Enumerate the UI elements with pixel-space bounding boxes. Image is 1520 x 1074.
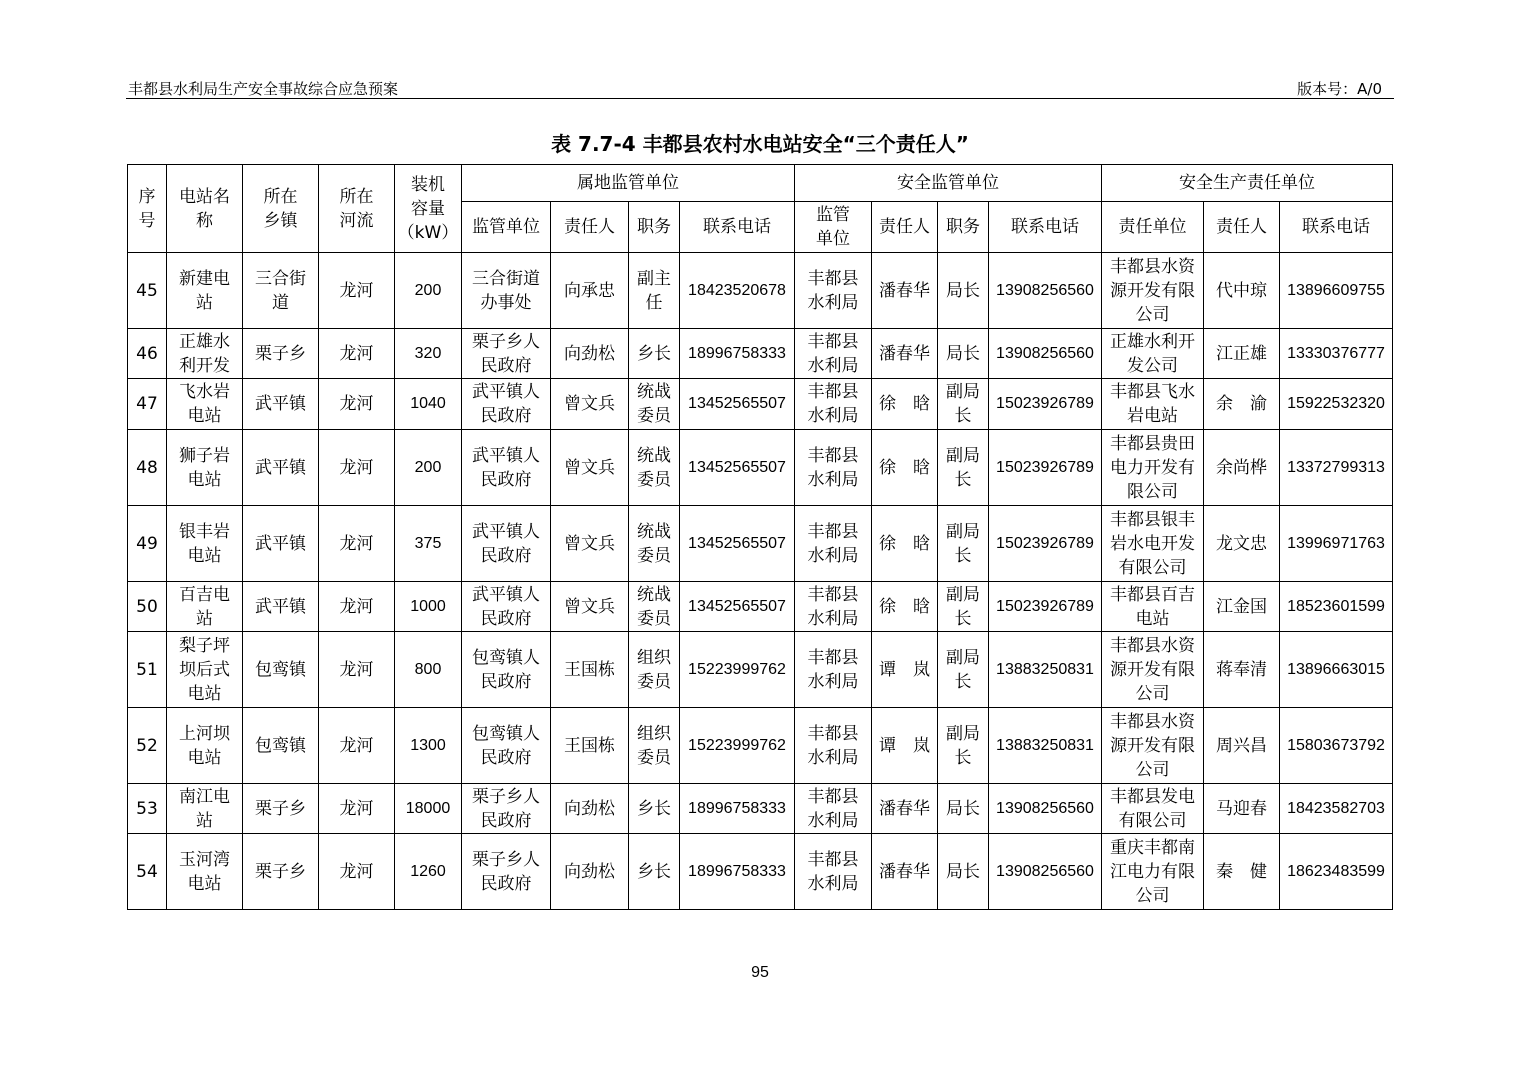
cell-prod-phone: 13330376777 xyxy=(1280,329,1393,379)
col-header-seq: 序 号 xyxy=(128,165,167,253)
cell-local-person: 曾文兵 xyxy=(551,430,629,506)
cell-capacity: 200 xyxy=(395,430,462,506)
cell-town: 武平镇 xyxy=(243,379,319,430)
cell-safety-post: 副局 长 xyxy=(938,632,989,708)
cell-local-person: 向承忠 xyxy=(551,253,629,329)
cell-safety-person: 谭 岚 xyxy=(872,632,938,708)
cell-station-name: 百吉电 站 xyxy=(167,582,243,632)
cell-prod-phone: 13896663015 xyxy=(1280,632,1393,708)
cell-local-unit: 包鸾镇人 民政府 xyxy=(462,632,551,708)
cell-safety-post: 副局 长 xyxy=(938,582,989,632)
table-row xyxy=(128,582,1393,632)
cell-town: 栗子乡 xyxy=(243,329,319,379)
cell-prod-unit: 丰都县飞水 岩电站 xyxy=(1102,379,1204,430)
cell-prod-person: 马迎春 xyxy=(1204,784,1280,834)
cell-prod-person: 江金国 xyxy=(1204,582,1280,632)
cell-capacity: 1040 xyxy=(395,379,462,430)
cell-local-person: 曾文兵 xyxy=(551,506,629,582)
cell-town: 武平镇 xyxy=(243,506,319,582)
col-header-station-name: 电站名 称 xyxy=(167,165,243,253)
table-row xyxy=(128,253,1393,329)
col-header-prod-phone: 联系电话 xyxy=(1280,202,1393,253)
cell-prod-person: 周兴昌 xyxy=(1204,708,1280,784)
cell-station-name: 南江电 站 xyxy=(167,784,243,834)
cell-local-phone: 18996758333 xyxy=(680,834,795,910)
col-header-safety-post: 职务 xyxy=(938,202,989,253)
cell-station-name: 上河坝 电站 xyxy=(167,708,243,784)
cell-safety-unit: 丰都县 水利局 xyxy=(795,379,872,430)
table-row xyxy=(128,834,1393,910)
cell-local-phone: 13452565507 xyxy=(680,379,795,430)
cell-safety-post: 副局 长 xyxy=(938,430,989,506)
cell-safety-post: 副局 长 xyxy=(938,708,989,784)
cell-safety-unit: 丰都县 水利局 xyxy=(795,632,872,708)
cell-prod-unit: 丰都县银丰 岩水电开发 有限公司 xyxy=(1102,506,1204,582)
table-row xyxy=(128,430,1393,506)
cell-local-unit: 武平镇人 民政府 xyxy=(462,506,551,582)
cell-local-phone: 15223999762 xyxy=(680,632,795,708)
cell-safety-unit: 丰都县 水利局 xyxy=(795,253,872,329)
cell-local-person: 向劲松 xyxy=(551,329,629,379)
col-header-local-post: 职务 xyxy=(629,202,680,253)
cell-safety-phone: 13908256560 xyxy=(989,329,1102,379)
table-row xyxy=(128,784,1393,834)
cell-local-post: 统战 委员 xyxy=(629,430,680,506)
cell-local-post: 乡长 xyxy=(629,834,680,910)
cell-safety-post: 局长 xyxy=(938,784,989,834)
cell-safety-post: 局长 xyxy=(938,329,989,379)
cell-safety-unit: 丰都县 水利局 xyxy=(795,329,872,379)
cell-seq: 54 xyxy=(128,834,167,910)
cell-prod-unit: 丰都县水资 源开发有限 公司 xyxy=(1102,632,1204,708)
cell-river: 龙河 xyxy=(319,253,395,329)
cell-prod-phone: 13896609755 xyxy=(1280,253,1393,329)
cell-prod-person: 代中琼 xyxy=(1204,253,1280,329)
col-header-capacity: 装机 容量 （kW） xyxy=(395,165,462,253)
cell-station-name: 新建电 站 xyxy=(167,253,243,329)
cell-safety-person: 潘春华 xyxy=(872,784,938,834)
group-header-production-responsibility: 安全生产责任单位 xyxy=(1102,165,1393,202)
cell-seq: 48 xyxy=(128,430,167,506)
cell-prod-person: 余尚桦 xyxy=(1204,430,1280,506)
cell-local-phone: 15223999762 xyxy=(680,708,795,784)
table-row xyxy=(128,632,1393,708)
cell-local-person: 王国栋 xyxy=(551,708,629,784)
cell-safety-unit: 丰都县 水利局 xyxy=(795,834,872,910)
cell-river: 龙河 xyxy=(319,632,395,708)
document-version: 版本号：A/0 xyxy=(1297,80,1382,98)
cell-town: 武平镇 xyxy=(243,430,319,506)
cell-capacity: 800 xyxy=(395,632,462,708)
cell-safety-phone: 13883250831 xyxy=(989,632,1102,708)
cell-safety-unit: 丰都县 水利局 xyxy=(795,784,872,834)
cell-safety-phone: 15023926789 xyxy=(989,506,1102,582)
cell-prod-phone: 18423582703 xyxy=(1280,784,1393,834)
cell-local-person: 曾文兵 xyxy=(551,582,629,632)
cell-local-person: 向劲松 xyxy=(551,784,629,834)
cell-local-phone: 13452565507 xyxy=(680,506,795,582)
cell-seq: 46 xyxy=(128,329,167,379)
cell-prod-phone: 15922532320 xyxy=(1280,379,1393,430)
cell-local-post: 组织 委员 xyxy=(629,708,680,784)
cell-prod-phone: 18623483599 xyxy=(1280,834,1393,910)
header-divider xyxy=(126,98,1394,99)
cell-capacity: 375 xyxy=(395,506,462,582)
group-header-safety-supervision: 安全监管单位 xyxy=(795,165,1102,202)
cell-prod-unit: 丰都县百吉 电站 xyxy=(1102,582,1204,632)
col-header-prod-unit: 责任单位 xyxy=(1102,202,1204,253)
cell-safety-phone: 13883250831 xyxy=(989,708,1102,784)
cell-station-name: 正雄水 利开发 xyxy=(167,329,243,379)
cell-safety-person: 徐 晗 xyxy=(872,582,938,632)
cell-local-post: 组织 委员 xyxy=(629,632,680,708)
table-row xyxy=(128,329,1393,379)
cell-local-post: 统战 委员 xyxy=(629,379,680,430)
cell-safety-post: 局长 xyxy=(938,834,989,910)
cell-local-unit: 武平镇人 民政府 xyxy=(462,430,551,506)
cell-river: 龙河 xyxy=(319,582,395,632)
cell-prod-phone: 18523601599 xyxy=(1280,582,1393,632)
table-row xyxy=(128,708,1393,784)
cell-river: 龙河 xyxy=(319,430,395,506)
cell-capacity: 18000 xyxy=(395,784,462,834)
cell-safety-phone: 13908256560 xyxy=(989,834,1102,910)
cell-local-unit: 栗子乡人 民政府 xyxy=(462,784,551,834)
cell-capacity: 1000 xyxy=(395,582,462,632)
cell-safety-person: 徐 晗 xyxy=(872,379,938,430)
cell-safety-phone: 15023926789 xyxy=(989,430,1102,506)
cell-local-post: 乡长 xyxy=(629,329,680,379)
table-title: 表 7.7-4 丰都县农村水电站安全“三个责任人” xyxy=(551,132,969,156)
col-header-safety-phone: 联系电话 xyxy=(989,202,1102,253)
table-row xyxy=(128,506,1393,582)
cell-safety-post: 副局 长 xyxy=(938,506,989,582)
cell-prod-phone: 13372799313 xyxy=(1280,430,1393,506)
cell-safety-person: 徐 晗 xyxy=(872,506,938,582)
cell-local-person: 王国栋 xyxy=(551,632,629,708)
cell-local-unit: 包鸾镇人 民政府 xyxy=(462,708,551,784)
cell-prod-person: 秦 健 xyxy=(1204,834,1280,910)
cell-seq: 45 xyxy=(128,253,167,329)
cell-station-name: 银丰岩 电站 xyxy=(167,506,243,582)
cell-river: 龙河 xyxy=(319,379,395,430)
cell-capacity: 1260 xyxy=(395,834,462,910)
cell-local-phone: 18423520678 xyxy=(680,253,795,329)
cell-local-person: 向劲松 xyxy=(551,834,629,910)
cell-town: 包鸾镇 xyxy=(243,708,319,784)
cell-prod-person: 龙文忠 xyxy=(1204,506,1280,582)
cell-river: 龙河 xyxy=(319,834,395,910)
cell-town: 栗子乡 xyxy=(243,834,319,910)
cell-town: 三合街 道 xyxy=(243,253,319,329)
cell-local-post: 统战 委员 xyxy=(629,582,680,632)
cell-prod-unit: 丰都县水资 源开发有限 公司 xyxy=(1102,253,1204,329)
cell-town: 包鸾镇 xyxy=(243,632,319,708)
cell-local-phone: 18996758333 xyxy=(680,784,795,834)
cell-local-unit: 三合街道 办事处 xyxy=(462,253,551,329)
cell-safety-person: 潘春华 xyxy=(872,329,938,379)
cell-prod-unit: 丰都县水资 源开发有限 公司 xyxy=(1102,708,1204,784)
cell-seq: 51 xyxy=(128,632,167,708)
cell-prod-person: 蒋奉清 xyxy=(1204,632,1280,708)
cell-seq: 47 xyxy=(128,379,167,430)
cell-safety-post: 局长 xyxy=(938,253,989,329)
cell-town: 栗子乡 xyxy=(243,784,319,834)
col-header-prod-person: 责任人 xyxy=(1204,202,1280,253)
cell-local-phone: 13452565507 xyxy=(680,582,795,632)
cell-safety-unit: 丰都县 水利局 xyxy=(795,582,872,632)
cell-seq: 52 xyxy=(128,708,167,784)
cell-station-name: 狮子岩 电站 xyxy=(167,430,243,506)
col-header-safety-person: 责任人 xyxy=(872,202,938,253)
cell-safety-person: 潘春华 xyxy=(872,834,938,910)
cell-river: 龙河 xyxy=(319,506,395,582)
cell-safety-unit: 丰都县 水利局 xyxy=(795,506,872,582)
cell-seq: 50 xyxy=(128,582,167,632)
cell-safety-phone: 15023926789 xyxy=(989,379,1102,430)
cell-capacity: 200 xyxy=(395,253,462,329)
cell-local-post: 统战 委员 xyxy=(629,506,680,582)
cell-safety-person: 谭 岚 xyxy=(872,708,938,784)
cell-local-unit: 栗子乡人 民政府 xyxy=(462,834,551,910)
hydropower-responsibility-table xyxy=(127,164,1393,910)
cell-prod-unit: 丰都县发电 有限公司 xyxy=(1102,784,1204,834)
cell-local-post: 乡长 xyxy=(629,784,680,834)
cell-safety-person: 潘春华 xyxy=(872,253,938,329)
cell-seq: 49 xyxy=(128,506,167,582)
group-header-local-supervision: 属地监管单位 xyxy=(462,165,795,202)
cell-prod-unit: 重庆丰都南 江电力有限 公司 xyxy=(1102,834,1204,910)
col-header-river: 所在 河流 xyxy=(319,165,395,253)
cell-prod-phone: 13996971763 xyxy=(1280,506,1393,582)
cell-prod-unit: 丰都县贵田 电力开发有 限公司 xyxy=(1102,430,1204,506)
cell-capacity: 1300 xyxy=(395,708,462,784)
table-row xyxy=(128,379,1393,430)
col-header-safety-unit: 监管 单位 xyxy=(795,202,872,253)
cell-safety-post: 副局 长 xyxy=(938,379,989,430)
col-header-local-unit: 监管单位 xyxy=(462,202,551,253)
cell-prod-person: 余 渝 xyxy=(1204,379,1280,430)
cell-station-name: 飞水岩 电站 xyxy=(167,379,243,430)
cell-local-unit: 武平镇人 民政府 xyxy=(462,582,551,632)
cell-river: 龙河 xyxy=(319,708,395,784)
cell-safety-phone: 13908256560 xyxy=(989,784,1102,834)
cell-local-post: 副主 任 xyxy=(629,253,680,329)
cell-local-unit: 武平镇人 民政府 xyxy=(462,379,551,430)
cell-town: 武平镇 xyxy=(243,582,319,632)
cell-safety-unit: 丰都县 水利局 xyxy=(795,708,872,784)
cell-local-unit: 栗子乡人 民政府 xyxy=(462,329,551,379)
cell-station-name: 玉河湾 电站 xyxy=(167,834,243,910)
cell-seq: 53 xyxy=(128,784,167,834)
cell-capacity: 320 xyxy=(395,329,462,379)
cell-local-person: 曾文兵 xyxy=(551,379,629,430)
cell-safety-phone: 13908256560 xyxy=(989,253,1102,329)
col-header-local-person: 责任人 xyxy=(551,202,629,253)
cell-safety-phone: 15023926789 xyxy=(989,582,1102,632)
cell-river: 龙河 xyxy=(319,329,395,379)
page-number: 95 xyxy=(751,964,769,981)
cell-prod-phone: 15803673792 xyxy=(1280,708,1393,784)
cell-local-phone: 18996758333 xyxy=(680,329,795,379)
cell-local-phone: 13452565507 xyxy=(680,430,795,506)
document-header-title: 丰都县水利局生产安全事故综合应急预案 xyxy=(128,80,399,98)
cell-prod-unit: 正雄水利开 发公司 xyxy=(1102,329,1204,379)
cell-safety-person: 徐 晗 xyxy=(872,430,938,506)
cell-prod-person: 江正雄 xyxy=(1204,329,1280,379)
cell-safety-unit: 丰都县 水利局 xyxy=(795,430,872,506)
col-header-local-phone: 联系电话 xyxy=(680,202,795,253)
col-header-town: 所在 乡镇 xyxy=(243,165,319,253)
cell-station-name: 梨子坪 坝后式 电站 xyxy=(167,632,243,708)
cell-river: 龙河 xyxy=(319,784,395,834)
